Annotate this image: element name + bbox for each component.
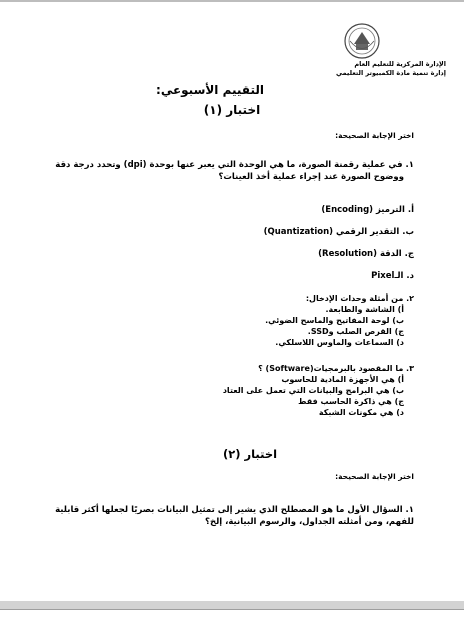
question-3-option-c: ج) هي ذاكرة الحاسب فقط [298, 397, 404, 406]
question-1-option-c: ج. الدقة (Resolution) [318, 249, 414, 259]
document-page [0, 2, 464, 601]
test-2-question-1-line-2: للفهم، ومن أمثلته الجداول، والرسوم البيانية، إلخ؟ [205, 517, 414, 527]
question-3 [94, 363, 414, 418]
test-2-instruction: اختر الإجابة الصحيحة: [335, 472, 414, 481]
question-2-stem: ٢. من أمثلة وحدات الإدخال: [305, 294, 414, 303]
header-line-central-admin: الإدارة المركزية للتعليم العام [354, 60, 446, 68]
question-2 [94, 293, 414, 348]
question-2-option-c: ج) القرص الصلب وSSD. [307, 327, 404, 336]
question-1-line-1: ١. في عملية رقمنة الصورة، ما هي الوحدة التي يعبر عنها بوحدة (dpi) وتحدد درجة دقة [55, 160, 414, 170]
question-1 [54, 159, 414, 183]
question-3-option-d: د) هي مكونات الشبكة [318, 408, 404, 417]
test-1-instruction: اختر الإجابة الصحيحة: [335, 131, 414, 140]
question-1-option-b: ب. التقدير الرقمي (Quantization) [263, 227, 414, 237]
test-2-title: اختبار (٢) [222, 447, 278, 461]
question-3-option-b: ب) هي البرامج والبيانات التي تعمل على العتاد [222, 386, 404, 395]
document-header [246, 60, 446, 78]
next-page-edge [0, 609, 464, 622]
question-1-option-d: د. الـPixel [371, 271, 414, 281]
ministry-logo-icon [340, 22, 384, 60]
test-2-question-1-line-1: ١. السؤال الأول ما هو المصطلح الذي يشير إلى تمثيل البيانات بصريًا لجعلها أكثر قابلية [55, 505, 414, 515]
question-3-option-a: أ) هي الأجهزة المادية للحاسوب [281, 375, 404, 384]
weekly-assessment-title: التقييم الأسبوعي: [156, 83, 264, 97]
question-3-stem: ٣. ما المقصود بالبرمجيات(Software) ؟ [258, 364, 414, 373]
question-2-option-d: د) السماعات والماوس اللاسلكي. [275, 338, 404, 347]
question-1-line-2: ووضوح الصورة عند إجراء عملية أخذ العينات؟ [218, 172, 404, 182]
test-1-title: اختبار (١) [203, 103, 261, 117]
question-2-option-b: ب) لوحة المفاتيح والماسح الضوئي. [265, 316, 404, 325]
question-2-option-a: أ) الشاشة والطابعة. [325, 305, 404, 314]
question-1-option-a: أ. الترميز (Encoding) [321, 205, 414, 215]
header-line-computer-admin: إدارة تنمية مادة الكمبيوتر التعليمي [335, 69, 446, 77]
test-2-question-1 [54, 504, 414, 528]
